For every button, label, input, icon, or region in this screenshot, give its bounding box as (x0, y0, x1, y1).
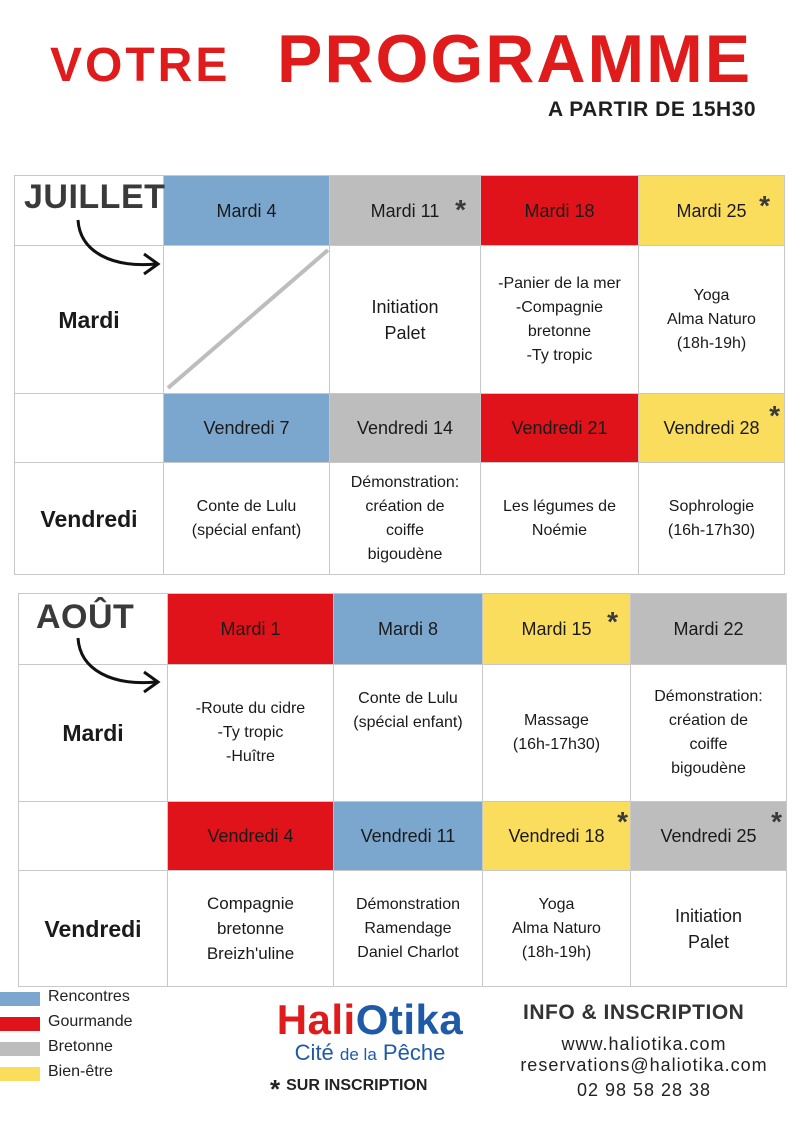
arrow-right-icon (72, 218, 162, 278)
phone-number[interactable]: 02 98 58 28 38 (576, 1080, 712, 1100)
aug-fri-date-3: Vendredi 18 * (483, 802, 631, 871)
aug-tue-date-4: Mardi 22 (631, 594, 787, 665)
email-link[interactable]: reservations@haliotika.com (520, 1055, 768, 1075)
arrow-right-icon (72, 636, 162, 696)
july-tue-activity-2: Initiation Palet (330, 246, 481, 394)
registration-note (270, 1074, 427, 1105)
july-vendredi-label: Vendredi (15, 463, 164, 575)
aug-fri-date-2: Vendredi 11 (334, 802, 483, 871)
legend-label: Bretonne (48, 1038, 113, 1055)
july-tue-activity-3: -Panier de la mer -Compagnie bretonne -Ty tropic (481, 246, 639, 394)
info-title: INFO & INSCRIPTION (523, 1001, 745, 1024)
aug-vendredi-label: Vendredi (19, 871, 168, 987)
july-fri-activity-3: Les légumes de Noémie (481, 463, 639, 575)
legend-item (0, 1013, 160, 1035)
title-votre: VOTRE (50, 39, 231, 92)
legend-swatch (0, 1042, 40, 1056)
registration-star-icon: * (769, 400, 780, 431)
july-tue-date-4: Mardi 25 * (639, 176, 785, 246)
legend-item (0, 1038, 160, 1060)
aug-fri-activity-3: Yoga Alma Naturo (18h-19h) (483, 871, 631, 987)
july-fri-activity-2: Démonstration: création de coiffe bigoudène (330, 463, 481, 575)
registration-star-icon: * (759, 190, 770, 221)
legend-swatch (0, 1067, 40, 1081)
registration-star-icon: * (607, 606, 618, 637)
month-title-august: AOÛT (36, 598, 135, 636)
empty-slash-icon (164, 246, 330, 394)
registration-star-icon: * (455, 194, 466, 225)
aug-fri-blank (19, 802, 168, 871)
legend-swatch (0, 1017, 40, 1031)
july-mardi-label: Mardi (15, 246, 164, 394)
july-tue-date-2: Mardi 11 * (330, 176, 481, 246)
aug-tue-date-2: Mardi 8 (334, 594, 483, 665)
aug-fri-activity-2: Démonstration Ramendage Daniel Charlot (334, 871, 483, 987)
aug-tue-date-3: Mardi 15 * (483, 594, 631, 665)
legend-label: Rencontres (48, 988, 130, 1005)
legend-item (0, 988, 160, 1010)
july-tue-activity-1 (164, 246, 330, 394)
aug-tue-date-1: Mardi 1 (168, 594, 334, 665)
july-fri-date-1: Vendredi 7 (164, 394, 330, 463)
registration-star-icon: * (270, 1074, 281, 1104)
title-programme: PROGRAMME (277, 21, 753, 97)
aug-fri-date-4: Vendredi 25 * (631, 802, 787, 871)
registration-note-text: SUR INSCRIPTION (286, 1077, 428, 1094)
legend-label: Gourmande (48, 1013, 133, 1030)
website-link[interactable]: www.haliotika.com (561, 1034, 727, 1054)
subtitle-time: A PARTIR DE 15H30 (548, 98, 757, 121)
aug-tue-activity-1: -Route du cidre -Ty tropic -Huître (168, 665, 334, 802)
july-fri-blank (15, 394, 164, 463)
legend-label: Bien-être (48, 1063, 113, 1080)
legend-swatch (0, 992, 40, 1006)
legend-item (0, 1063, 160, 1085)
july-tue-date-1: Mardi 4 (164, 176, 330, 246)
aug-fri-date-1: Vendredi 4 (168, 802, 334, 871)
aug-mardi-label: Mardi (19, 665, 168, 802)
aug-tue-activity-2: Conte de Lulu (spécial enfant) (334, 665, 483, 802)
aug-fri-activity-4: Initiation Palet (631, 871, 787, 987)
july-tue-date-3: Mardi 18 (481, 176, 639, 246)
july-fri-date-2: Vendredi 14 (330, 394, 481, 463)
aug-tue-activity-3: Massage (16h-17h30) (483, 665, 631, 802)
registration-star-icon: * (771, 806, 782, 837)
july-tue-activity-4: Yoga Alma Naturo (18h-19h) (639, 246, 785, 394)
aug-tue-activity-4: Démonstration: création de coiffe bigoudène (631, 665, 787, 802)
registration-star-icon: * (617, 806, 628, 837)
logo-tagline: Cité de la Pêche (294, 1040, 446, 1065)
july-fri-activity-1: Conte de Lulu (spécial enfant) (164, 463, 330, 575)
july-fri-date-4: Vendredi 28 * (639, 394, 785, 463)
logo-wordmark: HaliOtika (276, 996, 464, 1043)
july-fri-activity-4: Sophrologie (16h-17h30) (639, 463, 785, 575)
july-fri-date-3: Vendredi 21 (481, 394, 639, 463)
month-title-july: JUILLET (24, 178, 166, 216)
haliotika-logo (262, 996, 478, 1066)
aug-fri-activity-1: Compagnie bretonne Breizh'uline (168, 871, 334, 987)
